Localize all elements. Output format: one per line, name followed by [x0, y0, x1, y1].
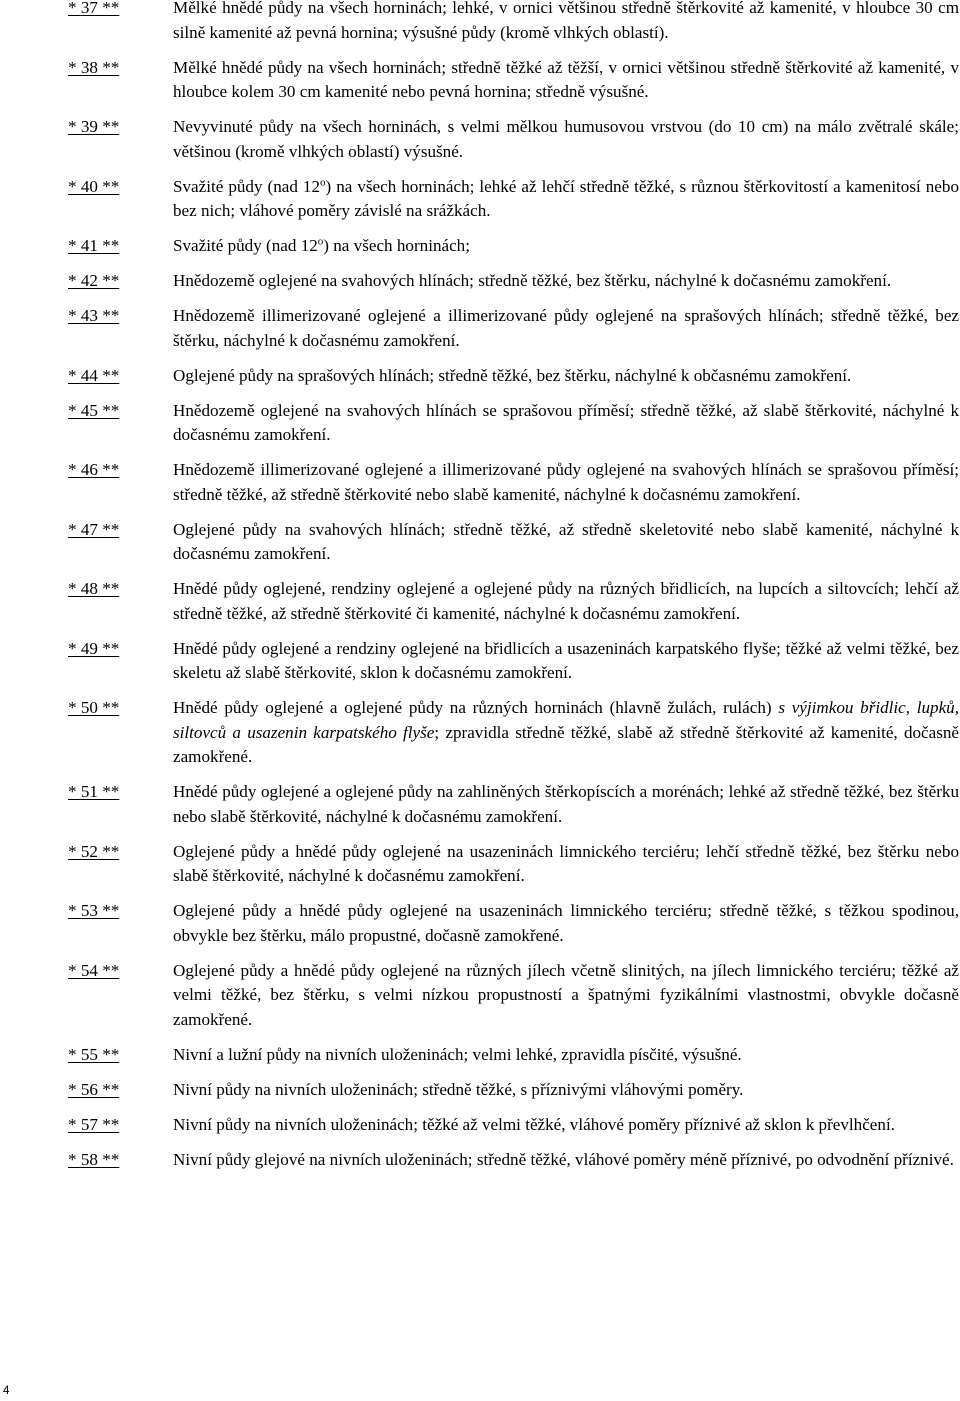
entry-text: Mělké hnědé půdy na všech horninách; lehké, v ornici většinou středně štěrkovité až kamenité, v hloubce 30 cm silně kamenité až pevná hornina; výsušné půdy (kromě vlhkých oblastí).	[173, 0, 959, 42]
entry-code: * 58 **	[68, 1149, 120, 1169]
soil-entry-43	[68, 304, 959, 353]
entry-text-continued: ) na všech horninách; lehké až lehčí středně těžké, s různou štěrkovitostí a kamenitosí nebo bez nich; vláhové poměry závislé na srážkách.	[173, 176, 959, 220]
soil-entry-37	[68, 0, 959, 45]
soil-entry-45	[68, 399, 959, 448]
entry-text: Hnědé půdy oglejené a oglejené půdy na zahliněných štěrkopíscích a morénách; lehké až středně těžké, bez štěrku nebo slabě štěrkovité, náchylné k dočasnému zamokření.	[173, 782, 959, 826]
soil-entry-58	[68, 1148, 959, 1173]
soil-entry-54	[68, 959, 959, 1033]
entry-code: * 45 **	[68, 400, 120, 420]
entry-text: Nivní půdy na nivních uloženinách; těžké až velmi těžké, vláhové poměry příznivé až sklon k převlhčení.	[173, 1114, 895, 1134]
soil-entry-57	[68, 1113, 959, 1138]
soil-entry-41	[68, 234, 959, 259]
soil-entry-44	[68, 364, 959, 389]
soil-entry-46	[68, 458, 959, 507]
entry-text: Nivní půdy na nivních uloženinách; středně těžké, s příznivými vláhovými poměry.	[173, 1079, 744, 1099]
entry-code: * 54 **	[68, 960, 120, 980]
entry-text: Oglejené půdy a hnědé půdy oglejené na usazeninách limnického terciéru; lehčí středně těžké, bez štěrku nebo slabě štěrkovité, náchylné k dočasnému zamokření.	[173, 841, 959, 885]
entry-code: * 52 **	[68, 841, 120, 861]
soil-entry-53	[68, 899, 959, 948]
soil-entry-51	[68, 780, 959, 829]
entry-text: Hnědé půdy oglejené a oglejené půdy na různých horninách (hlavně žulách, rulách)	[173, 698, 779, 717]
soil-entry-52	[68, 840, 959, 889]
entry-code: * 43 **	[68, 306, 120, 325]
soil-entry-47	[68, 518, 959, 567]
soil-entry-56	[68, 1078, 959, 1103]
entry-text: Hnědozemě illimerizované oglejené a illimerizované půdy oglejené na sprašových hlínách; středně těžké, bez štěrku, náchylné k dočasnému zamokření.	[173, 306, 959, 350]
soil-entry-48	[68, 577, 959, 626]
entry-text: Hnědé půdy oglejené, rendziny oglejené a oglejené půdy na různých břidlicích, na lupcích a siltovcích; lehčí až středně těžké, až středně štěrkovité či kamenité, náchylné k dočasnému zamokření.	[173, 579, 959, 623]
entry-text: Nivní a lužní půdy na nivních uloženinách; velmi lehké, zpravidla písčité, výsušné.	[173, 1044, 742, 1064]
entry-code: * 50 **	[68, 698, 120, 717]
entry-code: * 41 **	[68, 236, 120, 255]
entry-code: * 56 **	[68, 1079, 120, 1099]
entry-code: * 44 **	[68, 365, 120, 385]
entry-code: * 57 **	[68, 1114, 120, 1134]
entry-text: Hnědozemě oglejené na svahových hlínách; středně těžké, bez štěrku, náchylné k dočasnému zamokření.	[173, 271, 892, 290]
entry-text: Svažité půdy (nad 12	[173, 236, 318, 255]
entry-code: * 40 **	[68, 176, 120, 196]
degree-superscript: o	[320, 175, 326, 188]
entry-text: Oglejené půdy a hnědé půdy oglejené na usazeninách limnického terciéru; středně těžké, s těžkou spodinou, obvykle bez štěrku, málo propustné, dočasně zamokřené.	[173, 901, 959, 945]
entry-code: * 46 **	[68, 460, 120, 479]
soil-entry-40	[68, 175, 959, 224]
entry-text: Oglejené půdy na svahových hlínách; středně těžké, až středně skeletovité nebo slabě kamenité, náchylné k dočasnému zamokření.	[173, 519, 959, 563]
entry-code: * 47 **	[68, 519, 120, 539]
soil-entry-49	[68, 637, 959, 686]
entry-text: Hnědozemě illimerizované oglejené a illimerizované půdy oglejené na svahových hlínách se sprašovou příměsí; středně těžké, až středně štěrkovité nebo slabě kamenité, náchylné k dočasnému zamokření.	[173, 460, 959, 504]
entry-code: * 49 **	[68, 638, 120, 658]
entry-text: Nevyvinuté půdy na všech horninách, s velmi mělkou humusovou vrstvou (do 10 cm) na málo zvětralé skále; většinou (kromě vlhkých oblastí) výsušné.	[173, 117, 959, 161]
entry-text-italic: s výjimkou břidlic, lupků, siltovců a usazenin karpatského flyše	[173, 698, 959, 742]
soil-entry-50	[68, 696, 960, 770]
entry-code: * 53 **	[68, 901, 120, 920]
entry-text: Mělké hnědé půdy na všech horninách; středně těžké až těžší, v ornici většinou středně štěrkovité až kamenité, v hloubce kolem 30 cm kamenité nebo pevná hornina; středně výsušné.	[173, 57, 959, 101]
soil-entry-42	[68, 269, 959, 294]
entry-code: * 38 **	[68, 57, 120, 77]
entry-text: Hnědé půdy oglejené a rendziny oglejené na břidlicích a usazeninách karpatského flyše; těžké až velmi těžké, bez skeletu až slabě štěrkovité, sklon k dočasnému zamokření.	[173, 638, 959, 682]
entry-text-continued: ) na všech horninách;	[323, 236, 470, 255]
soil-entry-38	[68, 56, 959, 105]
entry-code: * 39 **	[68, 117, 120, 136]
entry-code: * 55 **	[68, 1044, 120, 1064]
entry-text: Oglejené půdy na sprašových hlínách; středně těžké, bez štěrku, náchylné k občasnému zamokření.	[173, 365, 852, 385]
degree-superscript: o	[317, 235, 324, 248]
entry-text: Svažité půdy (nad 12	[173, 176, 320, 196]
entry-text: Nivní půdy glejové na nivních uloženinách; středně těžké, vláhové poměry méně příznivé, po odvodnění příznivé.	[173, 1149, 954, 1169]
soil-entry-55	[68, 1043, 959, 1068]
entry-code: * 37 **	[68, 0, 120, 17]
entry-code: * 48 **	[68, 579, 120, 598]
entry-text-continued: ; zpravidla středně těžké, slabě až středně štěrkovité až kamenité, dočasně zamokřené.	[173, 722, 960, 766]
entry-text: Oglejené půdy a hnědé půdy oglejené na různých jílech včetně slinitých, na jílech limnického terciéru; těžké až velmi těžké, bez štěrku, s velmi nízkou propustností a špatnými fyzikálními vlastnostmi, obvykle dočasně zamokřené.	[173, 960, 959, 1029]
entry-code: * 51 **	[68, 782, 120, 801]
entry-text: Hnědozemě oglejené na svahových hlínách se sprašovou příměsí; středně těžké, až slabě štěrkovité, náchylné k dočasnému zamokření.	[173, 400, 959, 444]
soil-entry-39	[68, 115, 959, 164]
entry-code: * 42 **	[68, 271, 120, 290]
page-number: 4	[3, 1385, 10, 1397]
